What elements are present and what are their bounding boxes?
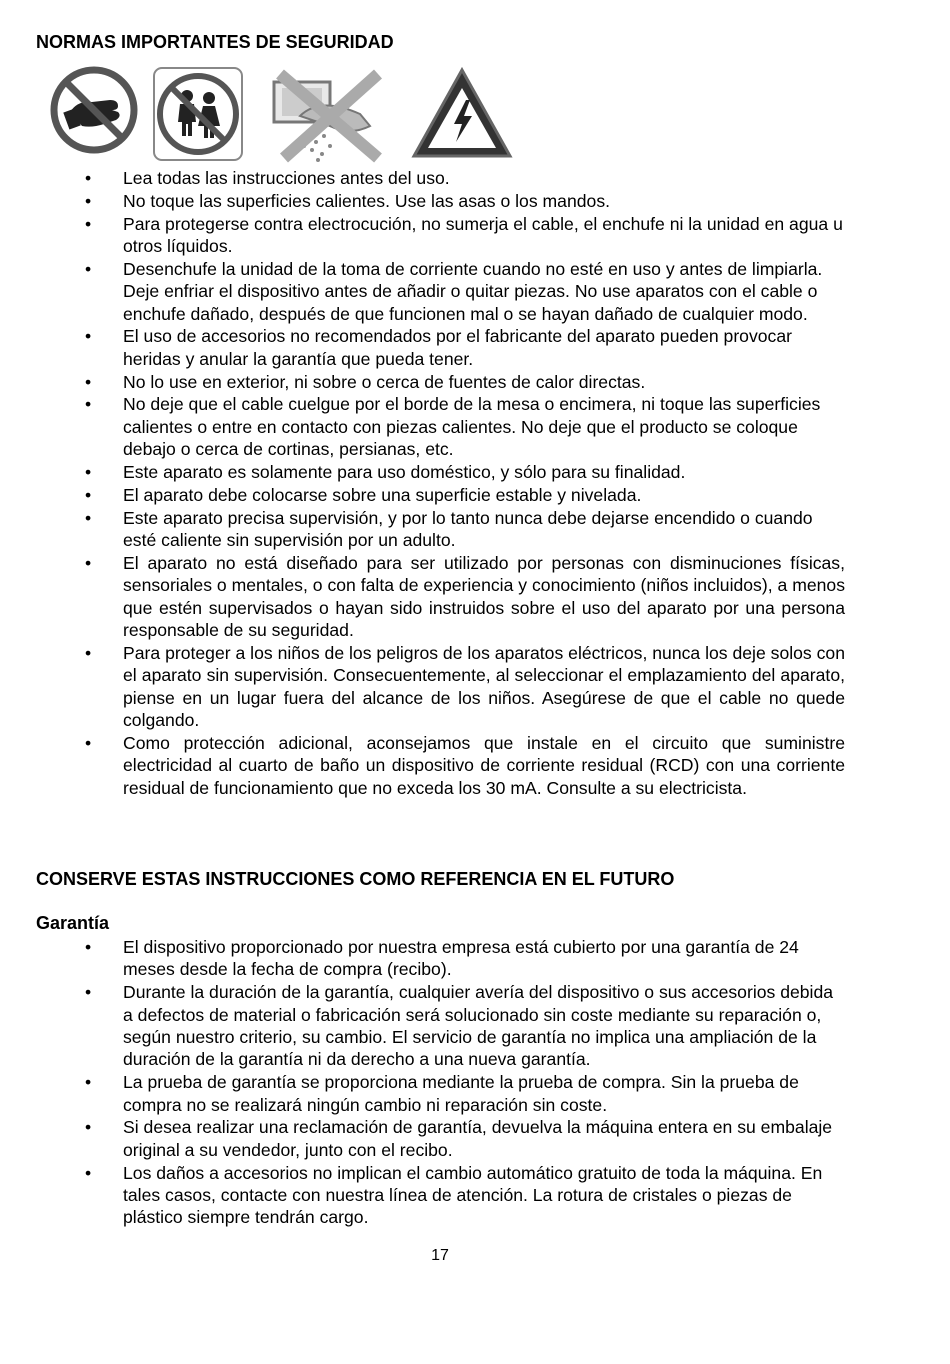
safety-heading: NORMAS IMPORTANTES DE SEGURIDAD: [36, 32, 394, 52]
list-item: • El uso de accesorios no recomendados por el fabricante del aparato pueden provocar heridas y anular la garantía que pueda tener.: [85, 326, 792, 369]
bullet: •: [85, 507, 92, 528]
list-item: • Este aparato es solamente para uso doméstico, y sólo para su finalidad.: [85, 462, 686, 483]
bullet: •: [85, 642, 92, 663]
bullet: •: [85, 213, 92, 234]
bullet: •: [85, 1162, 92, 1183]
warranty-heading: Garantía: [36, 913, 110, 933]
list-item: • Para proteger a los niños de los peligros de los aparatos eléctricos, nunca los deje solos con el aparato sin supervisión. Consecuentemente, al seleccionar el emplazamiento del aparato, piense en un lugar fuera del alcance de los niños. Asegúrese de que el cable no quede colgando.: [85, 642, 845, 731]
page-number: 17: [431, 1247, 449, 1264]
list-item: • No deje que el cable cuelgue por el borde de la mesa o encimera, ni toque las superficies calientes o entre en contacto con piezas calientes. No deje que el producto se coloque debajo o cerca de cortinas, persianas, etc.: [85, 394, 821, 460]
bullet: •: [85, 1117, 92, 1138]
bullet: •: [85, 1072, 92, 1093]
no-water-immersion-icon: [260, 66, 390, 166]
list-item: • La prueba de garantía se proporciona mediante la prueba de compra. Sin la prueba de compra no se realizará ningún cambio ni reparación sin coste.: [85, 1072, 799, 1115]
list-item: • El aparato debe colocarse sobre una superficie estable y nivelada.: [85, 484, 642, 505]
safety-icons-row: [48, 66, 518, 166]
bullet: •: [85, 394, 92, 415]
bullet: •: [85, 552, 92, 573]
bullet: •: [85, 190, 92, 211]
bullet: •: [85, 326, 92, 347]
list-item: • Este aparato precisa supervisión, y por lo tanto nunca debe dejarse encendido o cuando esté caliente sin supervisión por un adulto.: [85, 507, 813, 551]
list-item: • Desenchufe la unidad de la toma de corriente cuando no esté en uso y antes de limpiarla. Deje enfriar el dispositivo antes de añadir o quitar piezas. No use aparatos con el cable o enchufe dañado, después de que funcionen mal o se hayan dañado de cualquier modo.: [85, 258, 823, 324]
list-item: • El aparato no está diseñado para ser utilizado por personas con disminuciones físicas, sensoriales o mentales, o con falta de experiencia y conocimiento (niños incluidos), a menos que estén supervisados o hayan sido instruidos sobre el uso del aparato por una persona responsable de su seguridad.: [85, 552, 845, 641]
warranty-list: [0, 936, 950, 1229]
list-item: • Como protección adicional, aconsejamos que instale en el circuito que suministre electricidad al cuarto de baño un dispositivo de corriente residual (RCD) con una corriente residual de funcionamiento que no exceda los 30 mA. Consulte a su electricista.: [85, 732, 845, 798]
bullet: •: [85, 462, 92, 483]
list-item: • El dispositivo proporcionado por nuestra empresa está cubierto por una garantía de 24 meses desde la fecha de compra (recibo).: [85, 937, 799, 980]
conserve-instructions-heading: CONSERVE ESTAS INSTRUCCIONES COMO REFERENCIA EN EL FUTURO: [36, 869, 675, 889]
list-item: • Para protegerse contra electrocución, no sumerja el cable, el enchufe ni la unidad en agua u otros líquidos.: [85, 213, 843, 256]
safety-list: [0, 167, 950, 799]
bullet: •: [85, 258, 92, 279]
bullet: •: [85, 168, 92, 188]
no-touch-hot-surface-icon: [48, 66, 140, 154]
bullet: •: [85, 937, 92, 957]
list-item: • Durante la duración de la garantía, cualquier avería del dispositivo o sus accesorios debida a defectos de material o fabricación será solucionado sin coste mediante su reparación o, según nuestro criterio, su cambio. El servicio de garantía no implica una ampliación de la duración de la garantía ni da derecho a una nueva garantía.: [85, 982, 834, 1070]
bullet: •: [85, 484, 92, 505]
electrical-hazard-warning-icon: [410, 66, 514, 160]
bullet: •: [85, 732, 92, 753]
bullet: •: [85, 982, 92, 1003]
list-item: • No lo use en exterior, ni sobre o cerca de fuentes de calor directas.: [85, 371, 646, 392]
list-item: • No toque las superficies calientes. Use las asas o los mandos.: [85, 190, 611, 211]
bullet: •: [85, 371, 92, 392]
list-item: • Los daños a accesorios no implican el cambio automático gratuito de toda la máquina. En tales casos, contacte con nuestra línea de atención. La rotura de cristales o piezas de plástico siempre tendrán cargo.: [85, 1162, 823, 1228]
no-children-icon: [152, 66, 244, 162]
list-item: • Si desea realizar una reclamación de garantía, devuelva la máquina entera en su embalaje original a su vendedor, junto con el recibo.: [85, 1117, 833, 1160]
list-item: • Lea todas las instrucciones antes del uso.: [85, 168, 450, 188]
